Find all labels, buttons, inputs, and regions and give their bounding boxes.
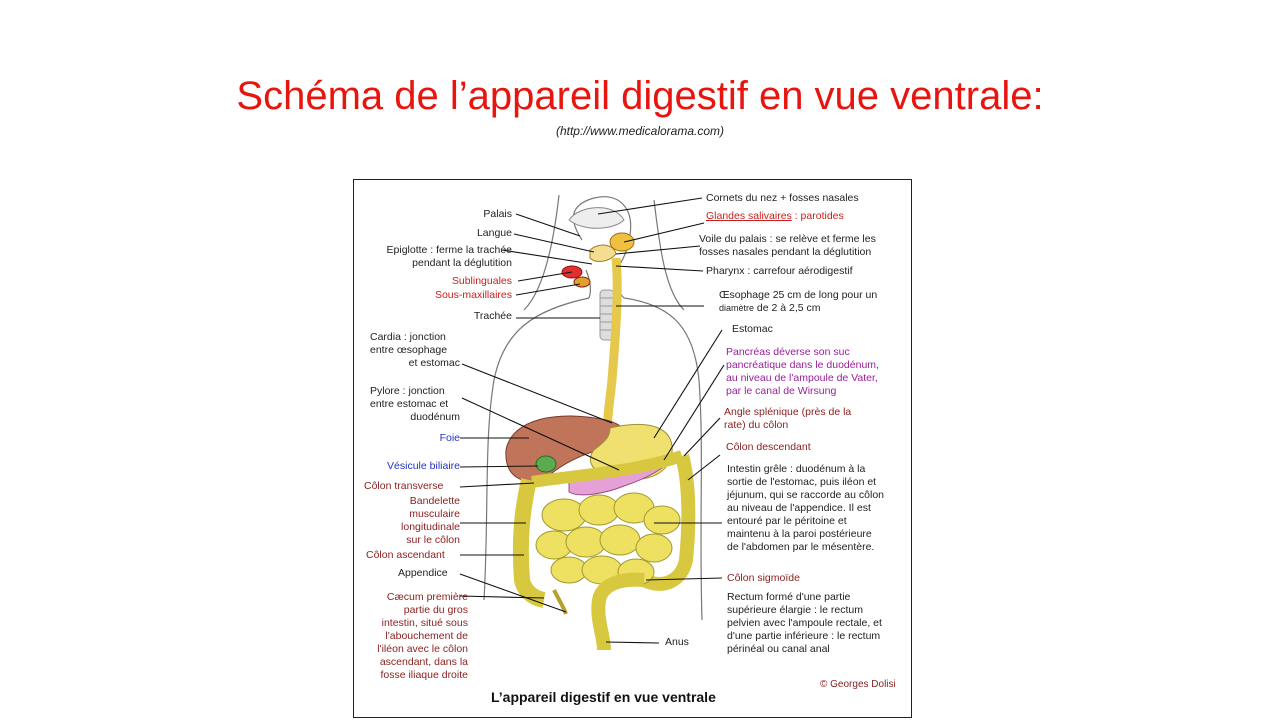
label-epiglotte-2: pendant la déglutition: [412, 257, 512, 269]
label-voile-1: Voile du palais : se relève et ferme les: [699, 233, 876, 245]
label-pylore-3: duodénum: [410, 411, 460, 423]
submaxillary-gland: [574, 277, 590, 287]
label-glandes: Glandes salivaires: [706, 210, 792, 222]
label-cardia-3: et estomac: [408, 357, 460, 369]
label-rectum-2: supérieure élargie : le rectum: [727, 604, 863, 616]
slide-title: Schéma de l’appareil digestif en vue ventrale:: [236, 74, 1044, 118]
label-rectum-5: périnéal ou canal anal: [727, 643, 830, 655]
label-caecum-4: l'abouchement de: [385, 630, 468, 642]
label-rectum-3: pelvien avec l'ampoule rectale, et: [727, 617, 882, 629]
label-pylore-2: entre estomac et: [370, 398, 449, 410]
label-angle-2: rate) du côlon: [724, 419, 789, 431]
label-colon-transverse: Côlon transverse: [364, 480, 444, 492]
label-glandes-salivaires: [706, 210, 844, 223]
label-intestin-6: maintenu à la paroi postérieure: [727, 528, 872, 540]
label-angle-1: Angle splénique (près de la: [724, 406, 852, 418]
label-langue: Langue: [476, 227, 512, 239]
label-colon-ascendant: Côlon ascendant: [366, 549, 445, 561]
rectum-shape: [598, 580, 644, 650]
label-pancreas-1: Pancréas déverse son suc: [726, 346, 850, 358]
label-colon-descendant: Côlon descendant: [726, 441, 811, 453]
label-intestin-3: jéjunum, qui se raccorde au côlon: [727, 489, 885, 501]
label-pancreas-2: pancréatique dans le duodénum,: [726, 359, 879, 371]
small-intestine: [536, 493, 680, 585]
label-caecum-3: intestin, situé sous: [381, 617, 468, 629]
label-rectum-4: d'une partie inférieure : le rectum: [727, 630, 881, 642]
label-pancreas-3: au niveau de l'ampoule de Vater,: [726, 372, 878, 384]
label-estomac: Estomac: [732, 323, 773, 335]
label-cardia-1: Cardia : jonction: [370, 331, 446, 343]
label-bandelette-2: musculaire: [409, 508, 460, 520]
label-pharynx: Pharynx : carrefour aérodigestif: [706, 265, 853, 277]
label-parotides: : parotides: [791, 210, 844, 222]
label-rectum-1: Rectum formé d'une partie: [727, 591, 851, 603]
oesophagus: [608, 258, 617, 435]
label-cardia-2: entre œsophage: [370, 344, 448, 356]
label-oesophage-2a: diamètre: [719, 303, 755, 313]
label-sous-maxillaires: Sous-maxillaires: [434, 289, 512, 301]
label-epiglotte-1: Epiglotte : ferme la trachée: [386, 244, 512, 256]
label-palais: Palais: [483, 208, 512, 220]
label-intestin-2: sortie de l'estomac, puis iléon et: [727, 476, 877, 488]
label-caecum-2: partie du gros: [403, 604, 468, 616]
figure-caption: L’appareil digestif en vue ventrale: [491, 689, 716, 705]
label-caecum-5: l'iléon avec le côlon: [377, 643, 468, 655]
label-sublinguales: Sublinguales: [451, 275, 512, 287]
label-caecum-6: ascendant, dans la: [379, 656, 468, 668]
label-vesicule: Vésicule biliaire: [387, 460, 460, 472]
digestive-system-figure: [353, 179, 912, 718]
label-anus: Anus: [665, 636, 689, 648]
label-colon-sigmoide: Côlon sigmoïde: [727, 572, 800, 584]
source-link[interactable]: (http://www.medicalorama.com): [555, 124, 725, 138]
label-foie: Foie: [439, 432, 460, 444]
label-oesophage-2: [719, 302, 821, 315]
label-intestin-5: entouré par le péritoine et: [727, 515, 847, 527]
label-intestin-4: au niveau de l'appendice. Il est: [727, 502, 871, 514]
label-trachee: Trachée: [473, 310, 512, 322]
label-intestin-7: de l'abdomen par le mésentère.: [727, 541, 875, 553]
copyright: © Georges Dolisi: [820, 679, 896, 690]
label-pancreas-4: par le canal de Wirsung: [726, 385, 837, 397]
label-caecum-1: Cæcum première: [386, 591, 468, 603]
label-oesophage-1: Œsophage 25 cm de long pour un: [719, 289, 878, 301]
label-cornets: Cornets du nez + fosses nasales: [706, 192, 859, 204]
label-oesophage-2b: de 2 à 2,5 cm: [754, 302, 821, 314]
label-voile-2: fosses nasales pendant la déglutition: [699, 246, 872, 258]
label-intestin-1: Intestin grêle : duodénum à la: [727, 463, 866, 475]
gallbladder: [536, 456, 556, 472]
label-bandelette-1: Bandelette: [409, 495, 460, 507]
label-bandelette-3: longitudinale: [401, 521, 460, 533]
label-pylore-1: Pylore : jonction: [370, 385, 445, 397]
label-caecum-7: fosse iliaque droite: [380, 669, 468, 681]
label-appendice: Appendice: [398, 567, 448, 579]
label-bandelette-4: sur le côlon: [406, 534, 460, 546]
